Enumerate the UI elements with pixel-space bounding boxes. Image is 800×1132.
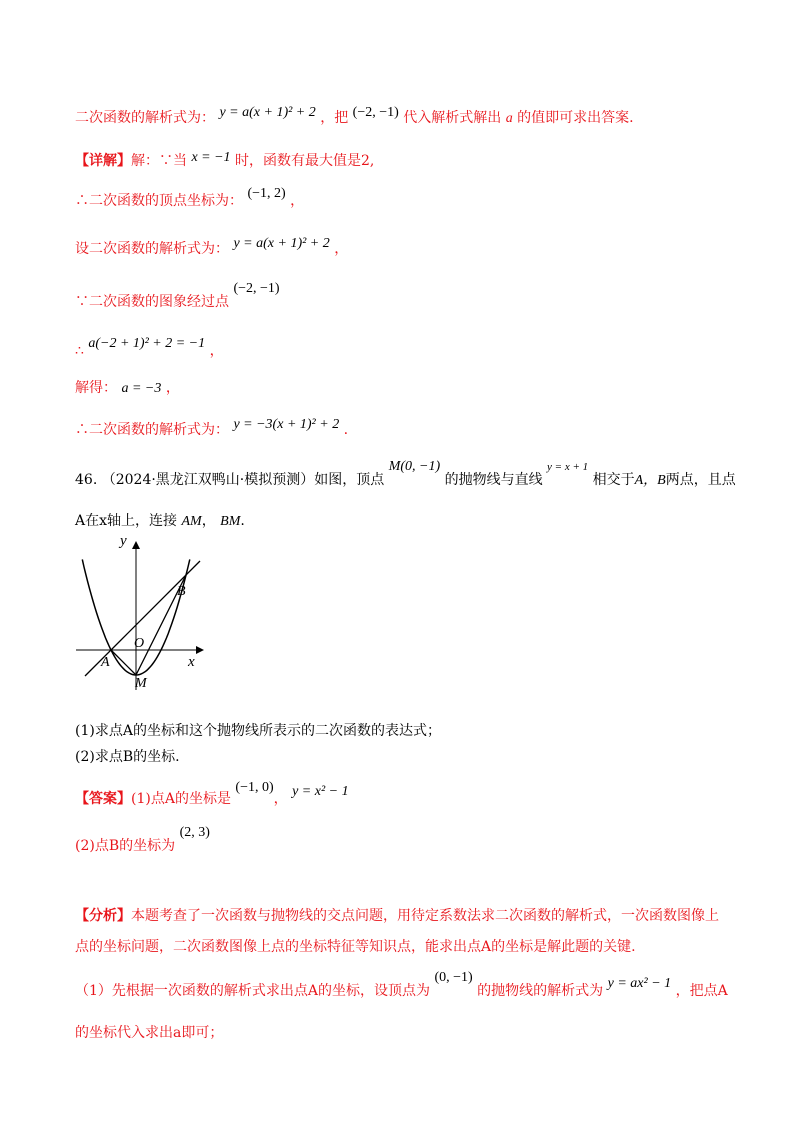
solution-line-8 [75, 419, 348, 439]
answer-line-1 [75, 780, 349, 808]
text: ∴ [75, 343, 84, 359]
formula: y = −3(x + 1)² + 2 [233, 417, 340, 432]
analysis-line-2 [75, 936, 636, 956]
question-number: 46. [75, 472, 98, 488]
analysis-line-4 [75, 1022, 223, 1042]
variable: a [505, 111, 513, 126]
y-axis-label: y [120, 535, 127, 549]
text: ， [165, 380, 180, 396]
text: (1)点A的坐标是 [131, 791, 231, 807]
text: ，把 [320, 110, 349, 126]
point: (0, −1) [434, 970, 473, 985]
analysis-line-1 [75, 905, 719, 925]
question-line-2 [75, 510, 245, 530]
formula: x = −1 [191, 150, 231, 165]
x-axis-label: x [188, 654, 195, 670]
text: 设二次函数的解析式为： [75, 241, 229, 257]
text: ， [334, 241, 349, 257]
point-b-coord: (2, 3) [179, 825, 210, 840]
text: 如图，顶点 [314, 472, 385, 488]
text: ∴二次函数的解析式为： [75, 422, 229, 438]
solution-line-3 [75, 186, 305, 210]
solution-line-1 [75, 107, 634, 127]
text: ，把点A [675, 983, 728, 999]
point: (−2, −1) [233, 281, 280, 296]
line-equation: y = x + 1 [547, 461, 589, 473]
text: ， [201, 513, 216, 529]
solution-line-4 [75, 238, 348, 258]
points-ab: A，B [634, 473, 666, 488]
text: 解得： [75, 380, 117, 396]
segment-am: AM [181, 514, 202, 529]
question-line-1 [75, 459, 736, 489]
function-expression: y = x² − 1 [292, 784, 349, 799]
formula: y = ax² − 1 [607, 976, 672, 991]
formula: y = a(x + 1)² + 2 [233, 236, 330, 251]
text: 二次函数的解析式为： [75, 110, 215, 126]
text: 两点，且点 [665, 472, 736, 488]
formula: y = a(x + 1)² + 2 [219, 105, 316, 120]
text: (2)求点B的坐标. [75, 749, 180, 765]
text: 的抛物线与直线 [444, 472, 543, 488]
text: 的值即可求出答案. [517, 110, 634, 126]
question-source: （2024·黑龙江双鸭山·模拟预测） [101, 472, 315, 488]
text: . [343, 422, 349, 438]
text: A在x轴上，连接 [75, 513, 178, 529]
solution-line-7 [75, 377, 180, 397]
formula: a = −3 [121, 381, 162, 396]
text: (2)点B的坐标为 [75, 838, 176, 854]
text: ∴二次函数的顶点坐标为： [75, 193, 243, 209]
text: 解：∵当 [131, 153, 187, 169]
solution-line-5 [75, 281, 280, 311]
text: 相交于 [592, 472, 635, 488]
solution-line-2 [75, 150, 374, 170]
point-m-label: M [135, 676, 147, 691]
segment-bm: BM [220, 514, 241, 529]
sub-question-1 [75, 720, 441, 740]
text: （1）先根据一次函数的解析式求出点A的坐标，设顶点为 [75, 983, 431, 999]
sub-question-2 [75, 746, 180, 766]
text: 时，函数有最大值是2, [235, 153, 375, 169]
vertex-label: M(0, −1) [388, 459, 441, 474]
detail-tag: 【详解】 [75, 153, 131, 169]
point: (−2, −1) [352, 105, 399, 120]
point-a-coord: (−1, 0) [235, 780, 274, 795]
formula: a(−2 + 1)² + 2 = −1 [88, 336, 206, 351]
answer-line-2 [75, 825, 210, 855]
point-b-label: B [177, 584, 186, 599]
analysis-line-3 [75, 970, 728, 1000]
text: 的坐标代入求出a即可； [75, 1025, 224, 1041]
point-a-label: A [101, 655, 110, 670]
text: 本题考查了一次函数与抛物线的交点问题，用待定系数法求二次函数的解析式，一次函数图像上 [131, 908, 719, 924]
analysis-tag: 【分析】 [75, 908, 131, 924]
text: 代入解析式解出 [403, 110, 502, 126]
text: 的抛物线的解析式为 [477, 983, 604, 999]
text: 点的坐标问题，二次函数图像上点的坐标特征等知识点，能求出点A的坐标是解此题的关键. [75, 939, 636, 955]
parabola-figure [68, 535, 208, 695]
text: ， [290, 193, 305, 209]
point: (−1, 2) [247, 186, 286, 201]
answer-tag: 【答案】 [75, 791, 131, 807]
text: ， [209, 343, 224, 359]
text: ∵二次函数的图象经过点 [75, 294, 229, 310]
solution-line-6 [75, 336, 224, 360]
origin-label: O [134, 636, 145, 651]
text: (1)求点A的坐标和这个抛物线所表示的二次函数的表达式； [75, 723, 441, 739]
text: ， [273, 791, 288, 807]
text: . [240, 513, 245, 529]
